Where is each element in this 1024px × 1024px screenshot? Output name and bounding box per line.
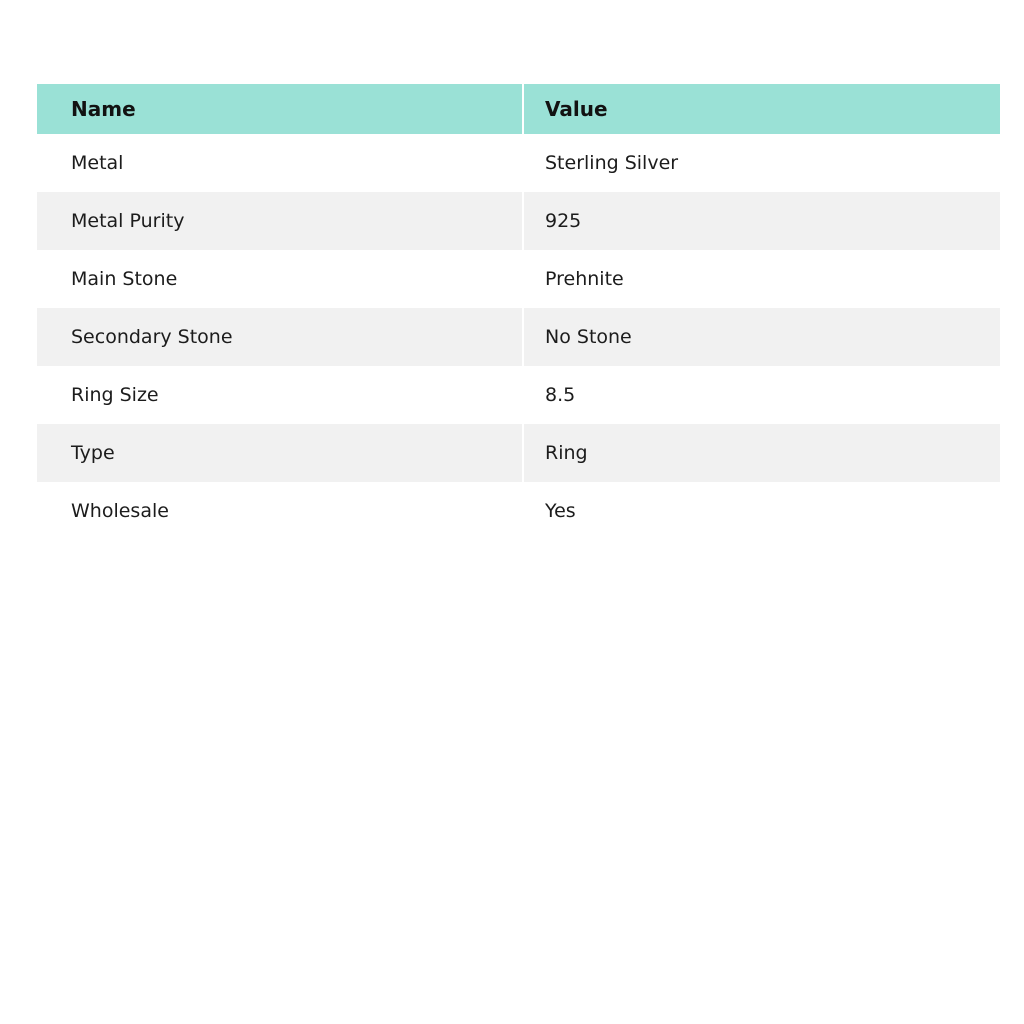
attribute-value: No Stone [545,326,632,348]
table-row [37,366,1000,424]
attribute-value: Yes [545,500,576,522]
attribute-name: Wholesale [37,482,524,540]
attribute-value: 8.5 [545,384,576,406]
attribute-value: Prehnite [545,268,624,290]
table-header-name: Name [37,84,524,134]
attribute-value: Ring [545,442,588,464]
attribute-value: 925 [545,210,582,232]
table-row [37,424,1000,482]
attribute-name: Secondary Stone [37,308,524,366]
table-row [37,134,1000,192]
product-attributes-table [37,84,1000,540]
attribute-name: Metal Purity [37,192,524,250]
attribute-name: Metal [37,134,524,192]
table-header-value: Value [545,97,608,121]
table-row [37,250,1000,308]
table-row [37,308,1000,366]
attribute-name: Main Stone [37,250,524,308]
table-row [37,192,1000,250]
attribute-value: Sterling Silver [545,152,679,174]
table-row [37,482,1000,540]
table-header-row [37,84,1000,134]
attribute-name: Ring Size [37,366,524,424]
attribute-name: Type [37,424,524,482]
